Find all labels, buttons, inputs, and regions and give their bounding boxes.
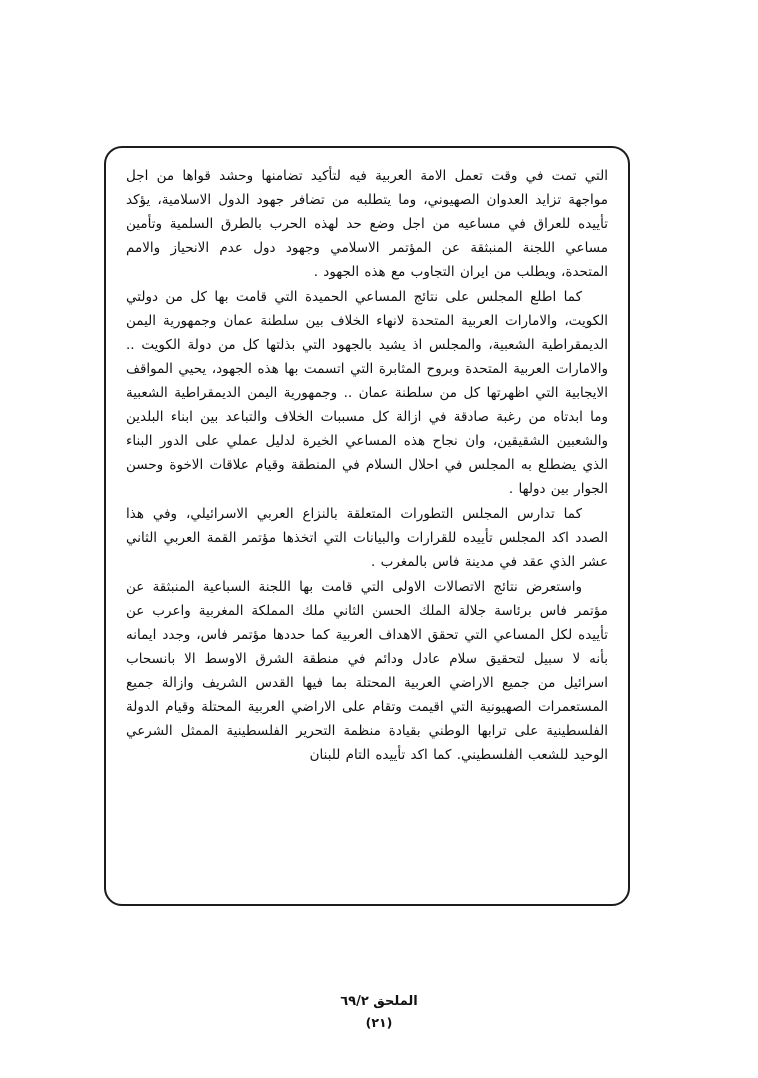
text-frame: [104, 146, 630, 906]
paragraph: التي تمت في وقت تعمل الامة العربية فيه لتأكيد تضامنها وحشد قواها من اجل مواجهة تزايد العدوان الصهيوني، وما يتطلبه من تضافر جهود الدول الاسلامية، يؤكد تأييده للعراق في مساعيه من اجل وضع حد لهذه الحرب بالطرق السلمية وتأمين مساعي اللجنة المنبثقة عن المؤتمر الاسلامي وجهود دول عدم الانحياز والامم المتحدة، ويطلب من ايران التجاوب مع هذه الجهود .: [126, 168, 608, 280]
paragraph: واستعرض نتائج الاتصالات الاولى التي قامت بها اللجنة السباعية المنبثقة عن مؤتمر فاس برئاسة جلالة الملك الحسن الثاني ملك المملكة المغربية واعرب عن تأييده لكل المساعي التي تحقق الاهداف العربية كما حددها مؤتمر فاس، وجدد ايمانه بأنه لا سبيل لتحقيق سلام عادل ودائم في منطقة الشرق الاوسط الا بانسحاب اسرائيل من جميع الاراضي العربية المحتلة بما فيها القدس الشريف وازالة جميع المستعمرات الصهيونية التي اقيمت وتقام على الاراضي العربية المحتلة وقيام الدولة الفلسطينية على ترابها الوطني بقيادة منظمة التحرير الفلسطينية الممثل الشرعي الوحيد للشعب الفلسطيني. كما اكد تأييده التام للبنان: [126, 579, 608, 763]
paragraph: كما تدارس المجلس التطورات المتعلقة بالنزاع العربي الاسرائيلي، وفي هذا الصدد اكد المجلس تأييده للقرارات والبيانات التي اتخذها مؤتمر القمة العربي الثاني عشر الذي عقد في مدينة فاس بالمغرب .: [126, 506, 608, 570]
page-number: (٢١): [365, 1015, 393, 1030]
annex-label: الملحق ٦٩/٢: [340, 994, 418, 1009]
paragraph: كما اطلع المجلس على نتائج المساعي الحميدة التي قامت بها كل من دولتي الكويت، والامارات العربية المتحدة لانهاء الخلاف بين سلطنة عمان وجمهورية اليمن الديمقراطية الشعبية، والمجلس اذ يشيد بالجهود التي بذلتها كل من دولة الكويت .. والامارات العربية المتحدة وبروح المثابرة التي اتسمت بها هذه الجهود، يحيي المواقف الايجابية التي اظهرتها كل من سلطنة عمان .. وجمهورية اليمن الديمقراطية الشعبية وما ابدتاه من رغبة صادقة في ازالة كل مسببات الخلاف والتباعد بين ابناء البلدين والشعبين الشقيقين، وان نجاح هذه المساعي الخيرة لدليل عملي على الدور البناء الذي يضطلع به المجلس في احلال السلام في المنطقة وقيام علاقات الاخوة وحسن الجوار بين دولها .: [126, 289, 608, 497]
page-footer: [0, 994, 758, 1030]
